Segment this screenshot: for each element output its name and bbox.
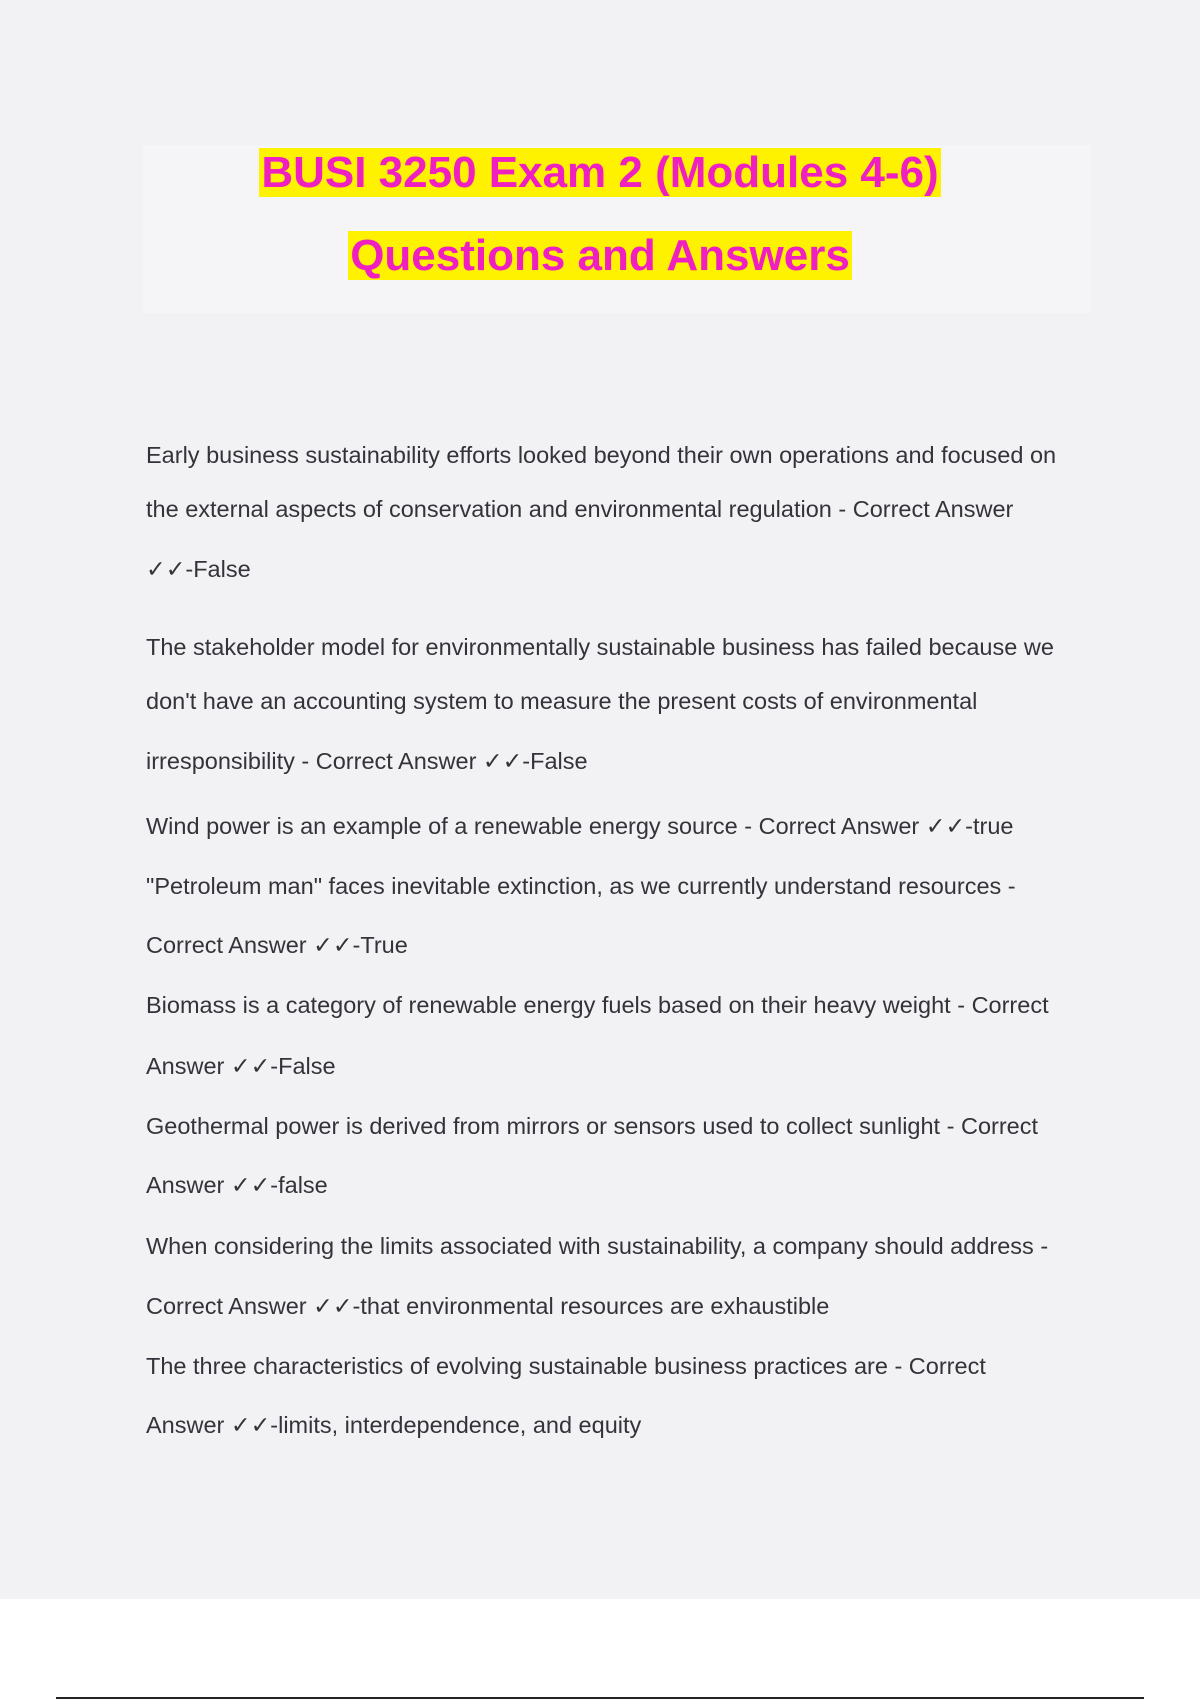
qa-line: Answer ✓✓-False — [146, 1053, 336, 1079]
qa-line: Correct Answer ✓✓-that environmental resources are exhaustible — [146, 1293, 830, 1319]
qa-line: Answer ✓✓-false — [146, 1172, 328, 1198]
footer-rule — [56, 1697, 1144, 1699]
qa-line: "Petroleum man" faces inevitable extinction, as we currently understand resources - — [146, 873, 1016, 899]
qa-line: don't have an accounting system to measure the present costs of environmental — [146, 688, 978, 714]
qa-line: When considering the limits associated with sustainability, a company should address - — [146, 1233, 1049, 1259]
qa-line: Geothermal power is derived from mirrors or sensors used to collect sunlight - Correct — [146, 1113, 1039, 1139]
qa-line: Correct Answer ✓✓-True — [146, 932, 408, 958]
qa-line: the external aspects of conservation and environmental regulation - Correct Answer — [146, 496, 1014, 522]
document-title-line-1 — [0, 145, 1200, 201]
qa-line: The three characteristics of evolving sustainable business practices are - Correct — [146, 1353, 986, 1379]
qa-line: Wind power is an example of a renewable energy source - Correct Answer ✓✓-true — [146, 813, 1014, 839]
title-highlight-2: Questions and Answers — [350, 231, 850, 280]
title-highlight-1: BUSI 3250 Exam 2 (Modules 4-6) — [261, 148, 939, 197]
document-title-line-2 — [0, 228, 1200, 284]
qa-line: Early business sustainability efforts looked beyond their own operations and focused on — [146, 442, 1057, 468]
qa-line: The stakeholder model for environmentally sustainable business has failed because we — [146, 634, 1054, 660]
qa-line: Answer ✓✓-limits, interdependence, and equity — [146, 1412, 642, 1438]
qa-line: irresponsibility - Correct Answer ✓✓-False — [146, 748, 588, 774]
qa-line: Biomass is a category of renewable energy fuels based on their heavy weight - Correct — [146, 992, 1049, 1018]
qa-line: ✓✓-False — [146, 556, 251, 582]
